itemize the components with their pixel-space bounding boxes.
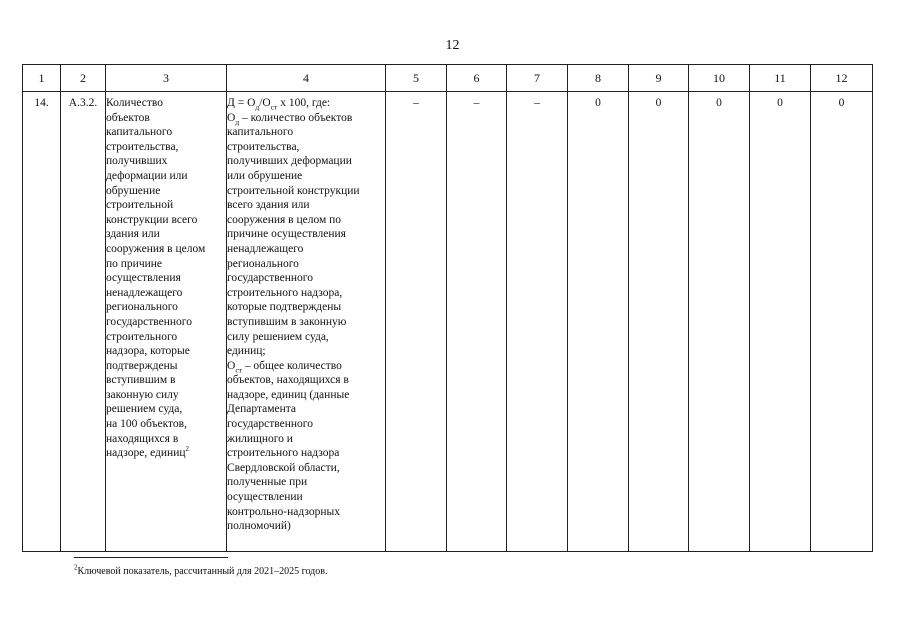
- variable-sub: ст: [235, 364, 242, 374]
- header-cell-7: 7: [507, 65, 568, 92]
- table-row: [23, 92, 873, 552]
- indicator-code: А.3.2.: [61, 92, 106, 552]
- variable-sub: д: [235, 116, 240, 126]
- header-row: [23, 65, 873, 92]
- header-cell-6: 6: [447, 65, 507, 92]
- footnote: [74, 563, 328, 577]
- variable-definition: – общее количество объектов, находящихся в надзоре, единиц (данные Департамента государственного жилищного и строительного надзора Свердловской области, полученные при осуществлении контрольно-надзорных полномочий): [227, 359, 350, 533]
- formula-part: Д = О: [227, 97, 256, 109]
- header-cell-5: 5: [386, 65, 447, 92]
- variable-symbol: О: [227, 111, 236, 124]
- footnote-marker: 2: [74, 563, 78, 572]
- formula-sub: д: [255, 102, 260, 112]
- header-cell-12: 12: [811, 65, 873, 92]
- indicator-description: [106, 92, 227, 552]
- formula-sub: ст: [270, 102, 278, 112]
- header-cell-4: 4: [227, 65, 386, 92]
- header-cell-8: 8: [568, 65, 629, 92]
- footnote-text: Ключевой показатель, рассчитанный для 2021–2025 годов.: [77, 566, 328, 577]
- value-col-10: 0: [689, 92, 750, 552]
- indicator-table: [22, 64, 873, 552]
- header-cell-3: 3: [106, 65, 227, 92]
- value-col-12: 0: [811, 92, 873, 552]
- value-col-6: –: [447, 92, 507, 552]
- value-col-9: 0: [629, 92, 689, 552]
- footnote-ref: 2: [185, 445, 190, 454]
- variable-definition: – количество объектов капитального строительства, получивших деформации или обрушение строительной конструкции всего здания или сооружения в целом по причине осуществления ненадлежащего регионального государственного строительного надзора, которые подтверждены вступившим в законную силу решением суда, единиц;: [227, 111, 360, 358]
- header-cell-11: 11: [750, 65, 811, 92]
- variable-symbol: О: [227, 359, 236, 372]
- row-number: 14.: [23, 92, 61, 552]
- header-cell-9: 9: [629, 65, 689, 92]
- calculation-method: [227, 92, 386, 552]
- description-text: Количество объектов капитального строительства, получивших деформации или обрушение строительной конструкции всего здания или сооружения в целом по причине осуществления ненадлежащего регионального государственного строительного надзора, которые подтверждены вступившим в законную силу решением суда, на 100 объектов, находящихся в надзоре, единиц: [106, 97, 206, 460]
- formula-part: х 100, где:: [277, 97, 331, 109]
- value-col-8: 0: [568, 92, 629, 552]
- formula-part: /О: [259, 97, 271, 109]
- page-number: 12: [445, 38, 460, 53]
- header-cell-2: 2: [61, 65, 106, 92]
- value-col-5: –: [386, 92, 447, 552]
- header-cell-10: 10: [689, 65, 750, 92]
- value-col-11: 0: [750, 92, 811, 552]
- header-cell-1: 1: [23, 65, 61, 92]
- value-col-7: –: [507, 92, 568, 552]
- footnote-divider: [74, 557, 228, 558]
